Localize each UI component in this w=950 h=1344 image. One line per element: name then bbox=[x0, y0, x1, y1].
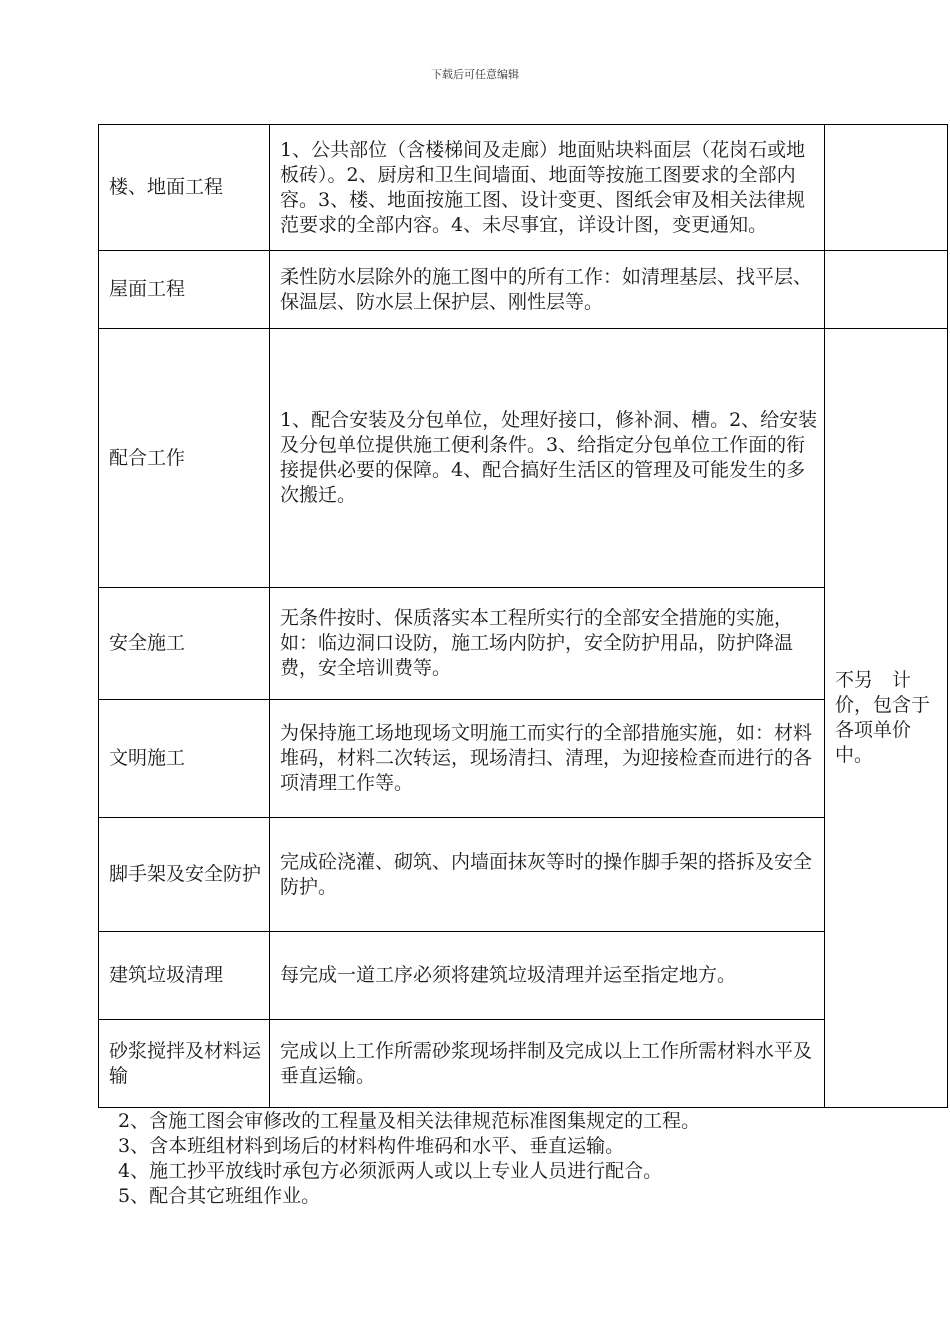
item-name: 建筑垃圾清理 bbox=[99, 932, 270, 1020]
notes-list bbox=[118, 1109, 700, 1209]
item-name: 安全施工 bbox=[99, 588, 270, 700]
table-row bbox=[99, 588, 948, 700]
work-scope-table bbox=[98, 124, 948, 1108]
item-name: 砂浆搅拌及材料运输 bbox=[99, 1020, 270, 1108]
item-name: 屋面工程 bbox=[99, 251, 270, 329]
item-description: 完成以上工作所需砂浆现场拌制及完成以上工作所需材料水平及垂直运输。 bbox=[270, 1020, 825, 1108]
item-name: 脚手架及安全防护 bbox=[99, 818, 270, 932]
item-description: 为保持施工场地现场文明施工而实行的全部措施实施，如：材料堆码，材料二次转运，现场清扫、清理，为迎接检查而进行的各项清理工作等。 bbox=[270, 700, 825, 818]
price-note: 不另 计价，包含于各项单价中。 bbox=[835, 669, 931, 766]
price-cell-empty bbox=[825, 125, 948, 251]
item-description: 柔性防水层除外的施工图中的所有工作：如清理基层、找平层、保温层、防水层上保护层、刚性层等。 bbox=[270, 251, 825, 329]
item-description: 无条件按时、保质落实本工程所实行的全部安全措施的实施，如：临边洞口设防，施工场内防护，安全防护用品，防护降温费，安全培训费等。 bbox=[270, 588, 825, 700]
table-row bbox=[99, 1020, 948, 1108]
table-row bbox=[99, 329, 948, 588]
table-row bbox=[99, 125, 948, 251]
price-note-cell bbox=[825, 329, 948, 1108]
table-row bbox=[99, 251, 948, 329]
item-description: 完成砼浇灌、砌筑、内墙面抹灰等时的操作脚手架的搭拆及安全防护。 bbox=[270, 818, 825, 932]
item-name: 配合工作 bbox=[99, 329, 270, 588]
page-header-note: 下载后可任意编辑 bbox=[431, 68, 519, 81]
item-description: 1、公共部位（含楼梯间及走廊）地面贴块料面层（花岗石或地板砖）。2、厨房和卫生间墙面、地面等按施工图要求的全部内容。3、楼、地面按施工图、设计变更、图纸会审及相关法律规范要求的全部内容。4、未尽事宜，详设计图，变更通知。 bbox=[270, 125, 825, 251]
item-name: 文明施工 bbox=[99, 700, 270, 818]
table-row bbox=[99, 932, 948, 1020]
table-row bbox=[99, 818, 948, 932]
table-row bbox=[99, 700, 948, 818]
item-description: 每完成一道工序必须将建筑垃圾清理并运至指定地方。 bbox=[270, 932, 825, 1020]
note-item: 3、含本班组材料到场后的材料构件堆码和水平、垂直运输。 bbox=[118, 1135, 625, 1157]
note-item: 4、施工抄平放线时承包方必须派两人或以上专业人员进行配合。 bbox=[118, 1160, 663, 1182]
note-item: 2、含施工图会审修改的工程量及相关法律规范标准图集规定的工程。 bbox=[118, 1110, 701, 1132]
price-cell-empty bbox=[825, 251, 948, 329]
item-description: 1、配合安装及分包单位，处理好接口，修补洞、槽。2、给安装及分包单位提供施工便利条件。3、给指定分包单位工作面的衔接提供必要的保障。4、配合搞好生活区的管理及可能发生的多次搬迁。 bbox=[270, 329, 825, 588]
note-item: 5、配合其它班组作业。 bbox=[118, 1185, 321, 1207]
item-name: 楼、地面工程 bbox=[99, 125, 270, 251]
